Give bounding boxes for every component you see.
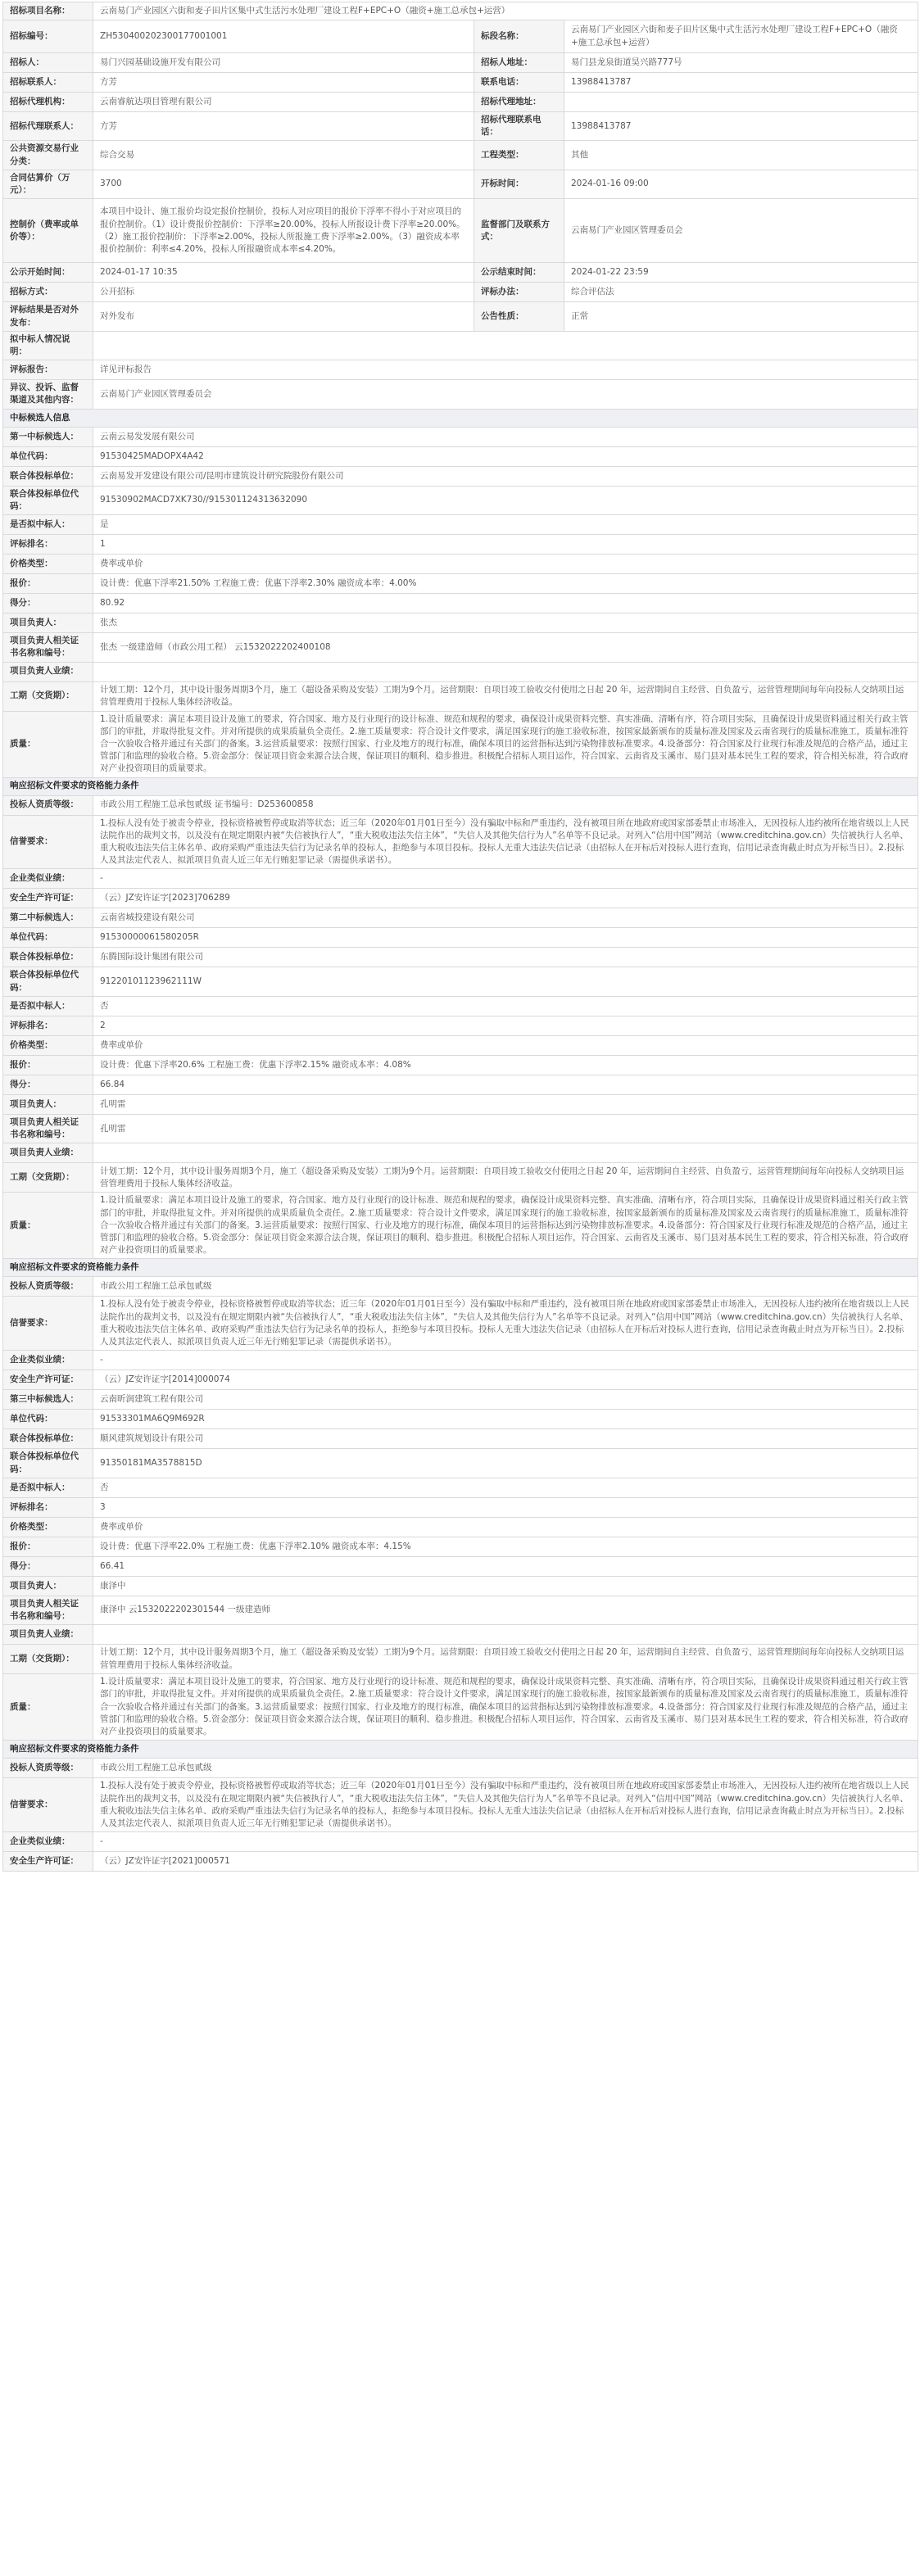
field-label: 价格类型：: [3, 555, 93, 574]
candidate-field-row: [3, 1556, 918, 1576]
field-label: 投标人资质等级：: [3, 1759, 93, 1778]
candidate-field-row: [3, 1035, 918, 1055]
field-value: 2024-01-16 09:00: [564, 170, 918, 198]
field-value: 张杰: [93, 613, 918, 633]
field-label: 信誉要求：: [3, 1778, 93, 1832]
field-label: 工期（交货期）：: [3, 1645, 93, 1674]
field-value: [93, 1143, 918, 1163]
field-value: 综合评估法: [564, 283, 918, 302]
candidate-field-row: [3, 1478, 918, 1497]
field-label: 公共资源交易行业分类：: [3, 141, 93, 170]
field-value: 云南省城投建设有限公司: [93, 908, 918, 928]
candidate-field-row: [3, 486, 918, 514]
field-label: 招标项目名称：: [3, 2, 93, 20]
field-value: 91530902MACD7XK730//915301124313632090: [93, 486, 918, 514]
qualification-row: [3, 1778, 918, 1832]
info-row: [3, 199, 918, 263]
field-label: 信誉要求：: [3, 815, 93, 869]
field-value: 2: [93, 1016, 918, 1035]
field-label: 报价：: [3, 574, 93, 594]
field-label: 得分：: [3, 594, 93, 613]
info-row: [3, 302, 918, 331]
field-label: 评标排名：: [3, 1016, 93, 1035]
field-value: 设计费：优惠下浮率22.0% 工程施工费：优惠下浮率2.10% 融资成本率：4.15%: [93, 1537, 918, 1556]
candidate-field-row: [3, 1645, 918, 1674]
field-label: 质量：: [3, 711, 93, 777]
candidate-field-row: [3, 1114, 918, 1143]
field-label: 监督部门及联系方式：: [474, 199, 564, 263]
field-label: 招标代理机构：: [3, 93, 93, 112]
qualification-row: [3, 1852, 918, 1872]
field-value: -: [93, 1351, 918, 1370]
field-value: 详见评标报告: [93, 360, 918, 380]
field-value: 其他: [564, 141, 918, 170]
field-value: 2024-01-22 23:59: [564, 263, 918, 283]
qualification-row: [3, 1297, 918, 1351]
candidate-field-row: [3, 662, 918, 681]
field-label: 联合体投标单位：: [3, 948, 93, 967]
field-value: （云）JZ安许证字[2023]706289: [93, 889, 918, 908]
field-value: 设计费：优惠下浮率21.50% 工程施工费：优惠下浮率2.30% 融资成本率：4.00%: [93, 574, 918, 594]
field-label: 项目负责人：: [3, 1576, 93, 1596]
field-value: [93, 662, 918, 681]
field-label: 招标代理地址：: [474, 93, 564, 112]
field-label: 开标时间：: [474, 170, 564, 198]
eval-report-row: [3, 360, 918, 380]
candidate-field-row: [3, 948, 918, 967]
field-label: 安全生产许可证：: [3, 1370, 93, 1390]
field-value: 孔明雷: [93, 1114, 918, 1143]
field-label: 联系电话：: [474, 73, 564, 93]
field-label: 公示结束时间：: [474, 263, 564, 283]
field-value: -: [93, 869, 918, 889]
field-label: 公示开始时间：: [3, 263, 93, 283]
field-value: 91530000061580205R: [93, 928, 918, 948]
candidate-field-row: [3, 1163, 918, 1193]
candidate-field-row: [3, 1016, 918, 1035]
field-value: 方芳: [93, 112, 474, 141]
field-value: 费率或单价: [93, 1517, 918, 1537]
field-label: 控制价（费率或单价等）：: [3, 199, 93, 263]
info-row: [3, 263, 918, 283]
field-label: 单位代码：: [3, 446, 93, 466]
field-label: 是否拟中标人：: [3, 1478, 93, 1497]
info-row: [3, 112, 918, 141]
field-label: 联合体投标单位：: [3, 466, 93, 486]
field-value: [93, 1625, 918, 1645]
field-value: 云南昕润建筑工程有限公司: [93, 1390, 918, 1410]
candidate-field-row: [3, 446, 918, 466]
field-value: 66.84: [93, 1075, 918, 1094]
candidate-field-row: [3, 1094, 918, 1114]
field-label: 企业类似业绩：: [3, 1351, 93, 1370]
field-value: 1.投标人没有处于被责令停业，投标资格被暂停或取消等状态；近三年（2020年01月01日至今）没有骗取中标和严重违约，没有被项目所在地政府或国家部委禁止市场准入，无因投标人违约被所在地省级以上人民法院作出的裁判文书，以及没有在规定期限内被“失信被执行人”，“重大税收违法失信主体”，“失信人及其他失信行为人”名单等不良记录。对列入“信用中国”网站（www.creditchina.gov.cn）失信被执行人名单、重大税收违法失信主体名单、政府采购严重违法失信行为记录名单的投标人，拒绝参与本项目投标。投标人无重大违法失信记录（由招标人在开标后对投标人进行查询，信用记录查询截止时点为开标当日）。2.投标人及其法定代表人、拟派项目负责人近三年无行贿犯罪记录（需提供承诺书）。: [93, 1297, 918, 1351]
field-value: 云南睿航达项目管理有限公司: [93, 93, 474, 112]
candidate-field-row: [3, 1576, 918, 1596]
field-value: 计划工期：12个月，其中设计服务周期3个月，施工（超设备采购及安装）工期为9个月。运营期限：自项目竣工验收交付使用之日起 20 年，运营期间自主经营、自负盈亏，运营管理期间每年向投标人交纳项目运营管理费用于投标人集体经济收益。: [93, 1163, 918, 1193]
qualification-row: [3, 795, 918, 815]
section-title: 响应招标文件要求的资格能力条件: [3, 777, 918, 795]
field-value: 91533301MA6Q9M692R: [93, 1410, 918, 1429]
field-label: 联合体投标单位代码：: [3, 1449, 93, 1478]
field-label: 项目负责人相关证书名称和编号：: [3, 633, 93, 662]
candidate-field-row: [3, 594, 918, 613]
field-value: 市政公用工程施工总承包贰级 证书编号：D253600858: [93, 795, 918, 815]
field-label: 联合体投标单位代码：: [3, 967, 93, 996]
field-value: 13988413787: [564, 73, 918, 93]
field-value: 91530425MADOPX4A42: [93, 446, 918, 466]
field-label: 安全生产许可证：: [3, 1852, 93, 1872]
field-value: 市政公用工程施工总承包贰级: [93, 1759, 918, 1778]
field-label: 信誉要求：: [3, 1297, 93, 1351]
field-value: （云）JZ安许证字[2014]000074: [93, 1370, 918, 1390]
qualification-row: [3, 889, 918, 908]
qualification-section-title: [3, 1741, 918, 1759]
candidate-field-row: [3, 1625, 918, 1645]
qualification-row: [3, 1370, 918, 1390]
field-label: 企业类似业绩：: [3, 1832, 93, 1852]
qualification-row: [3, 869, 918, 889]
candidates-section-title: [3, 409, 918, 427]
qualification-row: [3, 1832, 918, 1852]
field-value: 康泽中 云1532022202301544 一级建造师: [93, 1596, 918, 1624]
field-label: 投标人资质等级：: [3, 1277, 93, 1297]
field-label: 评标结果是否对外发布：: [3, 302, 93, 331]
field-label: 投标人资质等级：: [3, 795, 93, 815]
info-row: [3, 53, 918, 73]
field-label: 项目负责人：: [3, 613, 93, 633]
info-row: [3, 170, 918, 198]
field-label: 得分：: [3, 1556, 93, 1576]
field-value: 综合交易: [93, 141, 474, 170]
field-label: 工期（交货期）：: [3, 681, 93, 711]
field-label: 项目负责人相关证书名称和编号：: [3, 1114, 93, 1143]
field-value: 2024-01-17 10:35: [93, 263, 474, 283]
candidate-field-row: [3, 1143, 918, 1163]
field-value: 3: [93, 1497, 918, 1517]
field-value: [564, 93, 918, 112]
info-row: [3, 141, 918, 170]
field-value: 顺风建筑规划设计有限公司: [93, 1429, 918, 1449]
candidate-field-row: [3, 996, 918, 1016]
field-value: 3700: [93, 170, 474, 198]
field-label: 工程类型：: [474, 141, 564, 170]
candidate-rank-row: [3, 1390, 918, 1410]
field-label: 单位代码：: [3, 928, 93, 948]
candidate-field-row: [3, 1537, 918, 1556]
candidate-field-row: [3, 1517, 918, 1537]
field-value: 计划工期：12个月，其中设计服务周期3个月，施工（超设备采购及安装）工期为9个月。运营期限：自项目竣工验收交付使用之日起 20 年，运营期间自主经营、自负盈亏，运营管理期间每年向投标人交纳项目运营管理费用于投标人集体经济收益。: [93, 681, 918, 711]
field-value: 80.92: [93, 594, 918, 613]
field-label: 招标代理联系人：: [3, 112, 93, 141]
field-label: 价格类型：: [3, 1517, 93, 1537]
field-label: 招标人地址：: [474, 53, 564, 73]
field-label: 联合体投标单位代码：: [3, 486, 93, 514]
field-value: 66.41: [93, 1556, 918, 1576]
field-value: 费率或单价: [93, 555, 918, 574]
section-title: 中标候选人信息: [3, 409, 918, 427]
field-label: 项目负责人业绩：: [3, 1625, 93, 1645]
field-value: -: [93, 1832, 918, 1852]
field-value: 孔明雷: [93, 1094, 918, 1114]
field-value: 否: [93, 996, 918, 1016]
qualification-row: [3, 1759, 918, 1778]
field-value: 13988413787: [564, 112, 918, 141]
field-value: 1.投标人没有处于被责令停业，投标资格被暂停或取消等状态；近三年（2020年01月01日至今）没有骗取中标和严重违约，没有被项目所在地政府或国家部委禁止市场准入，无因投标人违约被所在地省级以上人民法院作出的裁判文书，以及没有在规定期限内被“失信被执行人”，“重大税收违法失信主体”，“失信人及其他失信行为人”名单等不良记录。对列入“信用中国”网站（www.creditchina.gov.cn）失信被执行人名单、重大税收违法失信主体名单、政府采购严重违法失信行为记录名单的投标人，拒绝参与本项目投标。投标人无重大违法失信记录（由招标人在开标后对投标人进行查询，信用记录查询截止时点为开标当日）。2.投标人及其法定代表人、拟派项目负责人近三年无行贿犯罪记录（需提供承诺书）。: [93, 815, 918, 869]
field-label: 工期（交货期）：: [3, 1163, 93, 1193]
section-title: 响应招标文件要求的资格能力条件: [3, 1259, 918, 1277]
field-value: 否: [93, 1478, 918, 1497]
field-value: 本项目中设计、施工报价均设定报价控制价，投标人对应项目的报价下浮率不得小于对应项目的报价控制价。（1）设计费报价控制价：下浮率≥20.00%，投标人所报设计费下浮率≥20.00%。（2）施工报价控制价：下浮率≥2.00%，投标人所报施工费下浮率≥2.00%。（3）融资成本率报价控制价：利率≤4.20%，投标人所报融资成本率≤4.20%。: [93, 199, 474, 263]
info-row: [3, 73, 918, 93]
field-value: 91350181MA3578815D: [93, 1449, 918, 1478]
candidate-field-row: [3, 1193, 918, 1259]
bid-result-table: [2, 2, 918, 1872]
field-label: 企业类似业绩：: [3, 869, 93, 889]
field-label: 是否拟中标人：: [3, 996, 93, 1016]
candidate-field-row: [3, 535, 918, 555]
field-label: 招标编号：: [3, 20, 93, 53]
field-label: 拟中标人情况说明：: [3, 331, 93, 360]
field-label: 联合体投标单位：: [3, 1429, 93, 1449]
field-value: 1.设计质量要求：满足本项目设计及施工的要求，符合国家、地方及行业现行的设计标准、规范和规程的要求，确保设计成果资料完整、真实准确、清晰有序，符合项目实际，且确保设计成果资料通过相关行政主管部门的审批，并取得批复文件。并对所提供的成果质量负全责任。2.施工质量要求：符合设计文件要求，满足国家现行的施工验收标准，按国家最新颁布的质量标准及国家及云南省现行的质量标准施工，质量标准符合一次验收合格并通过有关部门的备案。3.运营质量要求：按照行国家、行业及地方的现行标准，确保本项目的运营指标达到污染物排放标准要求。4.设备部分：符合国家及行业现行标准及规范的合格产品，通过主管部门和监理的验收合格。5.资金部分：保证项目资金来源合法合规，保证项目的顺利、稳步推进。积极配合招标人项目运作，符合国家、云南省及玉溪市、易门县对基本民生工程的要求，符合相关标准，符合政府对产业投资项目的质量要求。: [93, 1193, 918, 1259]
candidate-field-row: [3, 555, 918, 574]
field-value: 云南易门产业园区六街和麦子田片区集中式生活污水处理厂建设工程F+EPC+O（融资+施工总承包+运营）: [564, 20, 918, 53]
field-label: 是否拟中标人：: [3, 515, 93, 535]
field-value: 东腾国际设计集团有限公司: [93, 948, 918, 967]
field-label: 评标办法：: [474, 283, 564, 302]
candidate-field-row: [3, 1410, 918, 1429]
invalid-bid-row: [3, 331, 918, 360]
field-value: 1.设计质量要求：满足本项目设计及施工的要求，符合国家、地方及行业现行的设计标准、规范和规程的要求，确保设计成果资料完整、真实准确、清晰有序，符合项目实际，且确保设计成果资料通过相关行政主管部门的审批，并取得批复文件。并对所提供的成果质量负全责任。2.施工质量要求：符合设计文件要求，满足国家现行的施工验收标准，按国家最新颁布的质量标准及国家及云南省现行的质量标准施工，质量标准符合一次验收合格并通过有关部门的备案。3.运营质量要求：按照行国家、行业及地方的现行标准，确保本项目的运营指标达到污染物排放标准要求。4.设备部分：符合国家及行业现行标准及规范的合格产品，通过主管部门和监理的验收合格。5.资金部分：保证项目资金来源合法合规，保证项目的顺利、稳步推进。积极配合招标人项目运作，符合国家、云南省及玉溪市、易门县对基本民生工程的要求，符合相关标准，符合政府对产业投资项目的质量要求。: [93, 1674, 918, 1741]
info-row: [3, 20, 918, 53]
qualification-row: [3, 815, 918, 869]
field-label: 招标方式：: [3, 283, 93, 302]
field-value: 云南易发开发建设有限公司/昆明市建筑设计研究院股份有限公司: [93, 466, 918, 486]
field-value: 云南易门产业园区管理委员会: [564, 199, 918, 263]
field-value: 易门兴园基础设施开发有限公司: [93, 53, 474, 73]
field-value: ZH530400202300177001001: [93, 20, 474, 53]
field-label: 招标人：: [3, 53, 93, 73]
field-label: 第二中标候选人：: [3, 908, 93, 928]
candidate-field-row: [3, 515, 918, 535]
candidate-field-row: [3, 1429, 918, 1449]
candidate-field-row: [3, 574, 918, 594]
field-value: 云南易门产业园区管理委员会: [93, 380, 918, 409]
field-value: 1.设计质量要求：满足本项目设计及施工的要求，符合国家、地方及行业现行的设计标准、规范和规程的要求，确保设计成果资料完整、真实准确、清晰有序，符合项目实际，且确保设计成果资料通过相关行政主管部门的审批，并取得批复文件。并对所提供的成果质量负全责任。2.施工质量要求：符合设计文件要求，满足国家现行的施工验收标准，按国家最新颁布的质量标准及国家及云南省现行的质量标准施工，质量标准符合一次验收合格并通过有关部门的备案。3.运营质量要求：按照行国家、行业及地方的现行标准，确保本项目的运营指标达到污染物排放标准要求。4.设备部分：符合国家及行业现行标准及规范的合格产品，通过主管部门和监理的验收合格。5.资金部分：保证项目资金来源合法合规，保证项目的顺利、稳步推进。积极配合招标人项目运作，符合国家、云南省及玉溪市、易门县对基本民生工程的要求，符合相关标准，符合政府对产业投资项目的质量要求。: [93, 711, 918, 777]
field-label: 招标联系人：: [3, 73, 93, 93]
section-title: 响应招标文件要求的资格能力条件: [3, 1741, 918, 1759]
field-value: 设计费：优惠下浮率20.6% 工程施工费：优惠下浮率2.15% 融资成本率：4.08%: [93, 1055, 918, 1075]
field-label: 招标代理联系电话：: [474, 112, 564, 141]
candidate-field-row: [3, 967, 918, 996]
field-value: 91220101123962111W: [93, 967, 918, 996]
field-value: 方芳: [93, 73, 474, 93]
field-value: （云）JZ安许证字[2021]000571: [93, 1852, 918, 1872]
candidate-field-row: [3, 1449, 918, 1478]
qualification-section-title: [3, 777, 918, 795]
field-label: 质量：: [3, 1193, 93, 1259]
field-label: 异议、投诉、监督渠道及其他内容：: [3, 380, 93, 409]
field-value: 正常: [564, 302, 918, 331]
candidate-field-row: [3, 1075, 918, 1094]
info-row: [3, 283, 918, 302]
field-value: 康泽中: [93, 1576, 918, 1596]
field-label: 安全生产许可证：: [3, 889, 93, 908]
candidate-rank-row: [3, 908, 918, 928]
candidate-field-row: [3, 1596, 918, 1624]
candidate-field-row: [3, 466, 918, 486]
project-name-row: [3, 2, 918, 20]
field-label: 评标报告：: [3, 360, 93, 380]
field-label: 单位代码：: [3, 1410, 93, 1429]
field-label: 项目负责人相关证书名称和编号：: [3, 1596, 93, 1624]
field-label: 第一中标候选人：: [3, 427, 93, 446]
objection-row: [3, 380, 918, 409]
field-label: 项目负责人业绩：: [3, 1143, 93, 1163]
field-value: 张杰 一级建造师（市政公用工程） 云1532022202400108: [93, 633, 918, 662]
qualification-section-title: [3, 1259, 918, 1277]
field-value: 1.投标人没有处于被责令停业，投标资格被暂停或取消等状态；近三年（2020年01月01日至今）没有骗取中标和严重违约，没有被项目所在地政府或国家部委禁止市场准入，无因投标人违约被所在地省级以上人民法院作出的裁判文书，以及没有在规定期限内被“失信被执行人”，“重大税收违法失信主体”，“失信人及其他失信行为人”名单等不良记录。对列入“信用中国”网站（www.creditchina.gov.cn）失信被执行人名单、重大税收违法失信主体名单、政府采购严重违法失信行为记录名单的投标人，拒绝参与本项目投标。投标人无重大违法失信记录（由招标人在开标后对投标人进行查询，信用记录查询截止时点为开标当日）。2.投标人及其法定代表人、拟派项目负责人近三年无行贿犯罪记录（需提供承诺书）。: [93, 1778, 918, 1832]
field-label: 质量：: [3, 1674, 93, 1741]
candidate-field-row: [3, 1055, 918, 1075]
field-value: [93, 331, 918, 360]
project-name: 云南易门产业园区六街和麦子田片区集中式生活污水处理厂建设工程F+EPC+O（融资+施工总承包+运营）: [93, 2, 918, 20]
info-row: [3, 93, 918, 112]
candidate-field-row: [3, 633, 918, 662]
qualification-row: [3, 1351, 918, 1370]
candidate-field-row: [3, 681, 918, 711]
field-value: 公开招标: [93, 283, 474, 302]
candidate-rank-row: [3, 427, 918, 446]
field-label: 评标排名：: [3, 535, 93, 555]
bid-result-body: [3, 2, 918, 1872]
candidate-field-row: [3, 613, 918, 633]
field-label: 得分：: [3, 1075, 93, 1094]
field-value: 易门县龙泉街道昊兴路777号: [564, 53, 918, 73]
candidate-field-row: [3, 711, 918, 777]
field-label: 价格类型：: [3, 1035, 93, 1055]
candidate-field-row: [3, 928, 918, 948]
field-value: 计划工期：12个月，其中设计服务周期3个月，施工（超设备采购及安装）工期为9个月。运营期限：自项目竣工验收交付使用之日起 20 年，运营期间自主经营、自负盈亏，运营管理期间每年向投标人交纳项目运营管理费用于投标人集体经济收益。: [93, 1645, 918, 1674]
field-value: 市政公用工程施工总承包贰级: [93, 1277, 918, 1297]
field-value: 对外发布: [93, 302, 474, 331]
field-label: 报价：: [3, 1537, 93, 1556]
qualification-row: [3, 1277, 918, 1297]
field-label: 标段名称：: [474, 20, 564, 53]
candidate-field-row: [3, 1497, 918, 1517]
field-label: 公告性质：: [474, 302, 564, 331]
field-label: 项目负责人业绩：: [3, 662, 93, 681]
field-value: 是: [93, 515, 918, 535]
field-value: 1: [93, 535, 918, 555]
field-value: 云南云易发发展有限公司: [93, 427, 918, 446]
field-label: 报价：: [3, 1055, 93, 1075]
field-label: 项目负责人：: [3, 1094, 93, 1114]
field-label: 评标排名：: [3, 1497, 93, 1517]
field-value: 费率或单价: [93, 1035, 918, 1055]
candidate-field-row: [3, 1674, 918, 1741]
field-label: 合同估算价（万元）：: [3, 170, 93, 198]
field-label: 第三中标候选人：: [3, 1390, 93, 1410]
